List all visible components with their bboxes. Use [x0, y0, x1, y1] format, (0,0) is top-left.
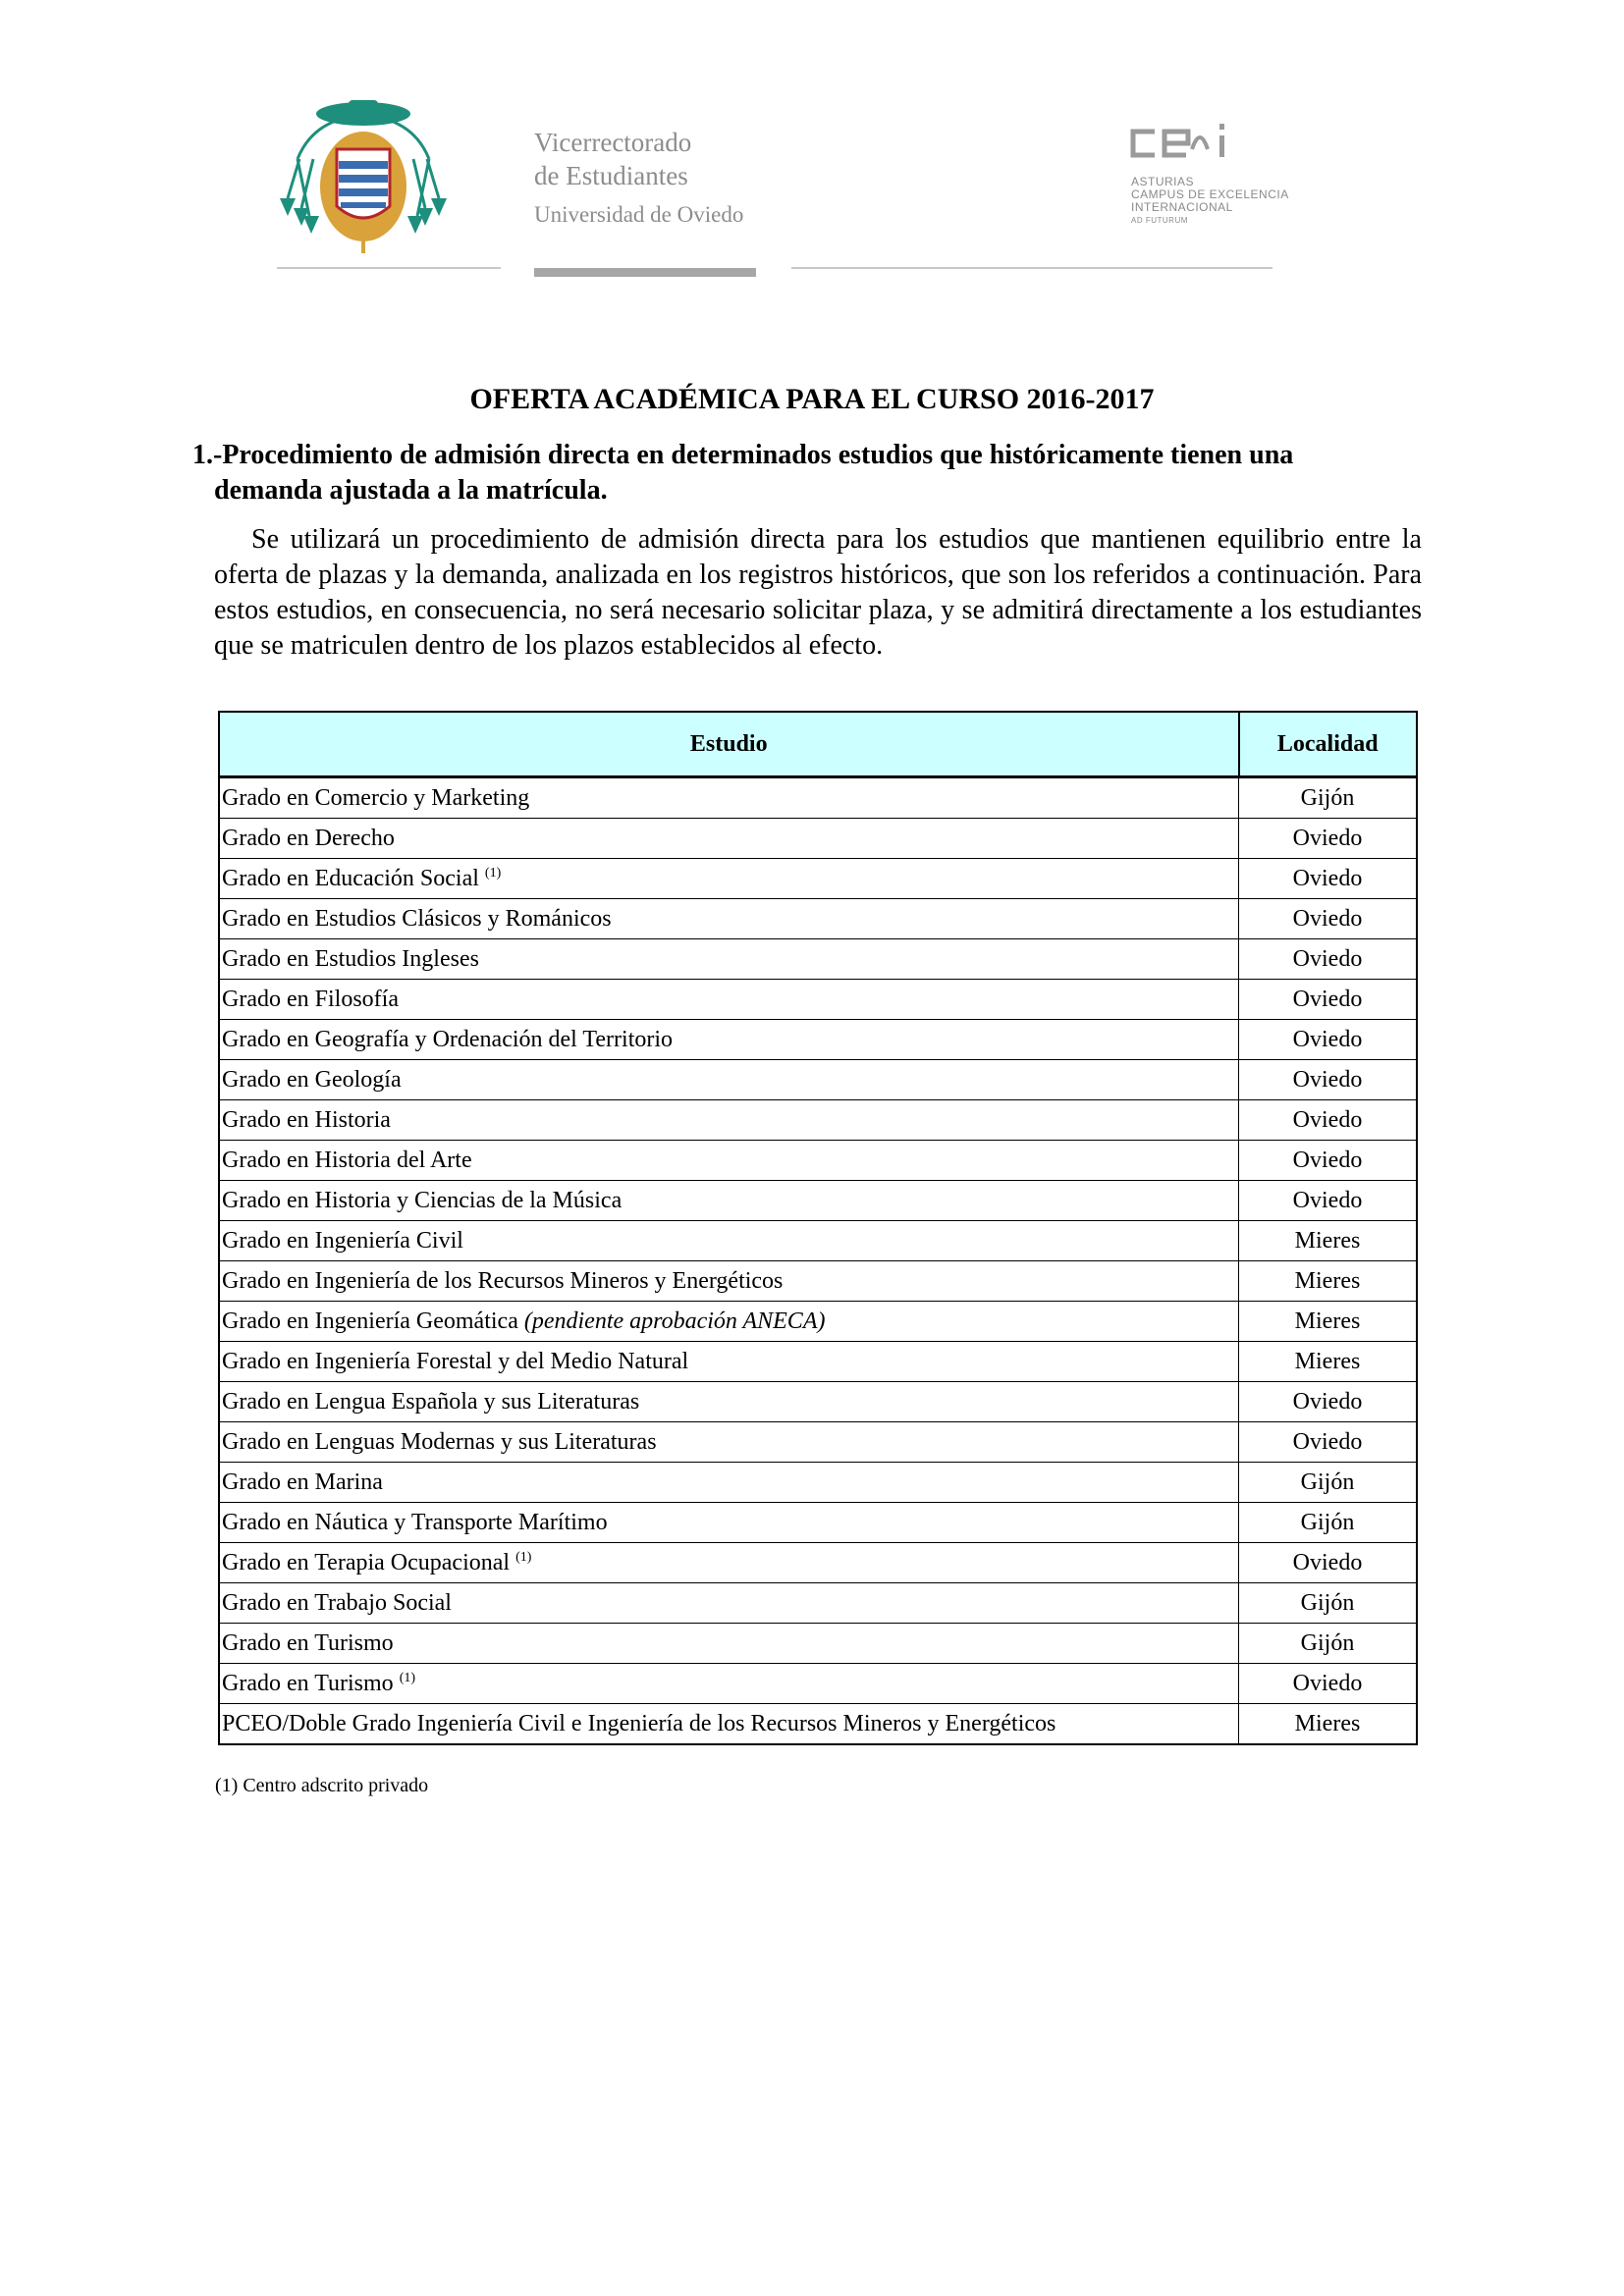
- cell-localidad: Mieres: [1239, 1704, 1418, 1745]
- document-title: OFERTA ACADÉMICA PARA EL CURSO 2016-2017: [469, 383, 1155, 415]
- study-remark: (pendiente aprobación ANECA): [523, 1308, 826, 1334]
- table-row: [219, 1704, 1417, 1745]
- cell-localidad: Mieres: [1239, 1261, 1418, 1302]
- table-row: [219, 1060, 1417, 1100]
- section-heading-line1: Procedimiento de admisión directa en determinados estudios que históricamente tienen una: [222, 440, 1294, 470]
- table-row: [219, 1463, 1417, 1503]
- study-name: Grado en Historia del Arte: [222, 1147, 472, 1173]
- study-name: Grado en Estudios Clásicos y Románicos: [222, 905, 612, 932]
- cell-localidad: Gijón: [1239, 777, 1418, 819]
- table-row: [219, 1382, 1417, 1422]
- cell-localidad: Mieres: [1239, 1221, 1418, 1261]
- table-row: [219, 819, 1417, 859]
- cell-localidad: Oviedo: [1239, 1543, 1418, 1583]
- table-row: [219, 1664, 1417, 1704]
- footnote-marker: (1): [515, 1549, 532, 1565]
- study-name: Grado en Lengua Española y sus Literaturas: [222, 1388, 640, 1415]
- cell-estudio: [219, 777, 1239, 819]
- table-row: [219, 1342, 1417, 1382]
- cell-estudio: [219, 1100, 1239, 1141]
- cell-estudio: [219, 1342, 1239, 1382]
- cell-estudio: [219, 1141, 1239, 1181]
- table-row: [219, 1583, 1417, 1624]
- cell-localidad: Oviedo: [1239, 1141, 1418, 1181]
- study-name: Grado en Turismo: [222, 1629, 394, 1656]
- cell-estudio: [219, 1302, 1239, 1342]
- study-name: Grado en Estudios Ingleses: [222, 945, 479, 972]
- study-name: Grado en Marina: [222, 1468, 383, 1495]
- table-row: [219, 1422, 1417, 1463]
- table-body: [219, 777, 1417, 1745]
- cell-localidad: Oviedo: [1239, 1181, 1418, 1221]
- cell-localidad: Oviedo: [1239, 859, 1418, 899]
- footnote-marker: (1): [484, 865, 502, 881]
- footnote: (1) Centro adscrito privado: [215, 1775, 429, 1796]
- cell-localidad: Mieres: [1239, 1302, 1418, 1342]
- intro-paragraph: Se utilizará un procedimiento de admisión directa para los estudios que mantienen equilibrio entre la oferta de plazas y la demanda, analizada en los registros históricos, que son los referidos a continuación. Para estos estudios, en consecuencia, no será necesario solicitar plaza, y se admitirá directamente a los estudiantes que se matriculen dentro de los plazos establecidos al efecto.: [214, 524, 1422, 661]
- study-name: Grado en Ingeniería Geomática: [222, 1308, 518, 1334]
- study-name: Grado en Turismo: [222, 1670, 394, 1696]
- cei-campus-logo: [1127, 120, 1235, 163]
- cell-localidad: Oviedo: [1239, 1422, 1418, 1463]
- cell-estudio: [219, 1624, 1239, 1664]
- cell-estudio: [219, 819, 1239, 859]
- cell-estudio: [219, 1704, 1239, 1745]
- cell-estudio: [219, 1382, 1239, 1422]
- cell-estudio: [219, 1060, 1239, 1100]
- study-name: Grado en Comercio y Marketing: [222, 784, 530, 811]
- study-name: Grado en Trabajo Social: [222, 1589, 452, 1616]
- university-crest-logo: [280, 90, 447, 255]
- cell-estudio: [219, 1543, 1239, 1583]
- table-row: [219, 1181, 1417, 1221]
- study-name: Grado en Lenguas Modernas y sus Literaturas: [222, 1428, 657, 1455]
- table-row: [219, 1261, 1417, 1302]
- cell-localidad: Gijón: [1239, 1463, 1418, 1503]
- study-name: Grado en Náutica y Transporte Marítimo: [222, 1509, 608, 1535]
- cell-localidad: Oviedo: [1239, 939, 1418, 980]
- cell-estudio: [219, 1181, 1239, 1221]
- table-row: [219, 1543, 1417, 1583]
- footnote-marker: (1): [399, 1670, 416, 1685]
- header-rule-middle: [534, 268, 756, 277]
- study-name: Grado en Derecho: [222, 825, 395, 851]
- study-name: Grado en Ingeniería Forestal y del Medio Natural: [222, 1348, 689, 1374]
- table-row: [219, 1221, 1417, 1261]
- cell-localidad: Oviedo: [1239, 980, 1418, 1020]
- cell-estudio: [219, 1020, 1239, 1060]
- cell-localidad: Mieres: [1239, 1342, 1418, 1382]
- study-name: Grado en Geología: [222, 1066, 402, 1093]
- table-row: [219, 899, 1417, 939]
- cell-localidad: Gijón: [1239, 1503, 1418, 1543]
- cell-localidad: Gijón: [1239, 1624, 1418, 1664]
- university-name: Universidad de Oviedo: [534, 202, 744, 227]
- section-number: 1.-: [192, 440, 223, 470]
- table-header-row: [219, 712, 1417, 777]
- study-name: Grado en Geografía y Ordenación del Territorio: [222, 1026, 674, 1052]
- cei-campus-text: ASTURIAS CAMPUS DE EXCELENCIA INTERNACIONAL AD FUTURUM: [1131, 175, 1289, 225]
- study-name: Grado en Historia: [222, 1106, 391, 1133]
- section-heading-line2: demanda ajustada a la matrícula.: [214, 475, 608, 506]
- cell-localidad: Oviedo: [1239, 1100, 1418, 1141]
- study-name: Grado en Ingeniería Civil: [222, 1227, 463, 1254]
- cell-localidad: Oviedo: [1239, 1060, 1418, 1100]
- table-row: [219, 939, 1417, 980]
- table-row: [219, 1100, 1417, 1141]
- study-name: Grado en Historia y Ciencias de la Música: [222, 1187, 623, 1213]
- section-heading: [192, 438, 1422, 508]
- cell-estudio: [219, 1261, 1239, 1302]
- table-row: [219, 777, 1417, 819]
- cell-localidad: Oviedo: [1239, 899, 1418, 939]
- column-header-localidad: Localidad: [1239, 712, 1418, 777]
- cell-estudio: [219, 1422, 1239, 1463]
- column-header-estudio: Estudio: [219, 712, 1239, 777]
- header-rule-right: [791, 267, 1272, 269]
- cell-estudio: [219, 1503, 1239, 1543]
- cell-estudio: [219, 859, 1239, 899]
- study-name: Grado en Terapia Ocupacional: [222, 1549, 511, 1575]
- table-row: [219, 1141, 1417, 1181]
- cell-estudio: [219, 1664, 1239, 1704]
- table-row: [219, 1302, 1417, 1342]
- cell-estudio: [219, 1221, 1239, 1261]
- table-row: [219, 1020, 1417, 1060]
- vicerrectorado-name: Vicerrectorado de Estudiantes: [534, 128, 692, 190]
- header-rule-left: [277, 267, 501, 269]
- table-row: [219, 859, 1417, 899]
- cell-localidad: Oviedo: [1239, 1382, 1418, 1422]
- cell-estudio: [219, 1583, 1239, 1624]
- cell-localidad: Oviedo: [1239, 819, 1418, 859]
- cell-localidad: Oviedo: [1239, 1664, 1418, 1704]
- cell-estudio: [219, 980, 1239, 1020]
- cell-localidad: Oviedo: [1239, 1020, 1418, 1060]
- cell-estudio: [219, 1463, 1239, 1503]
- table-row: [219, 980, 1417, 1020]
- study-name: Grado en Filosofía: [222, 986, 399, 1012]
- cell-estudio: [219, 899, 1239, 939]
- study-name: Grado en Educación Social: [222, 865, 479, 891]
- table-row: [219, 1503, 1417, 1543]
- study-name: PCEO/Doble Grado Ingeniería Civil e Ingeniería de los Recursos Mineros y Energéticos: [222, 1710, 1056, 1736]
- study-name: Grado en Ingeniería de los Recursos Mineros y Energéticos: [222, 1267, 784, 1294]
- cell-localidad: Gijón: [1239, 1583, 1418, 1624]
- cell-estudio: [219, 939, 1239, 980]
- table-row: [219, 1624, 1417, 1664]
- letterhead: [0, 0, 1624, 294]
- studies-table: [218, 711, 1418, 1745]
